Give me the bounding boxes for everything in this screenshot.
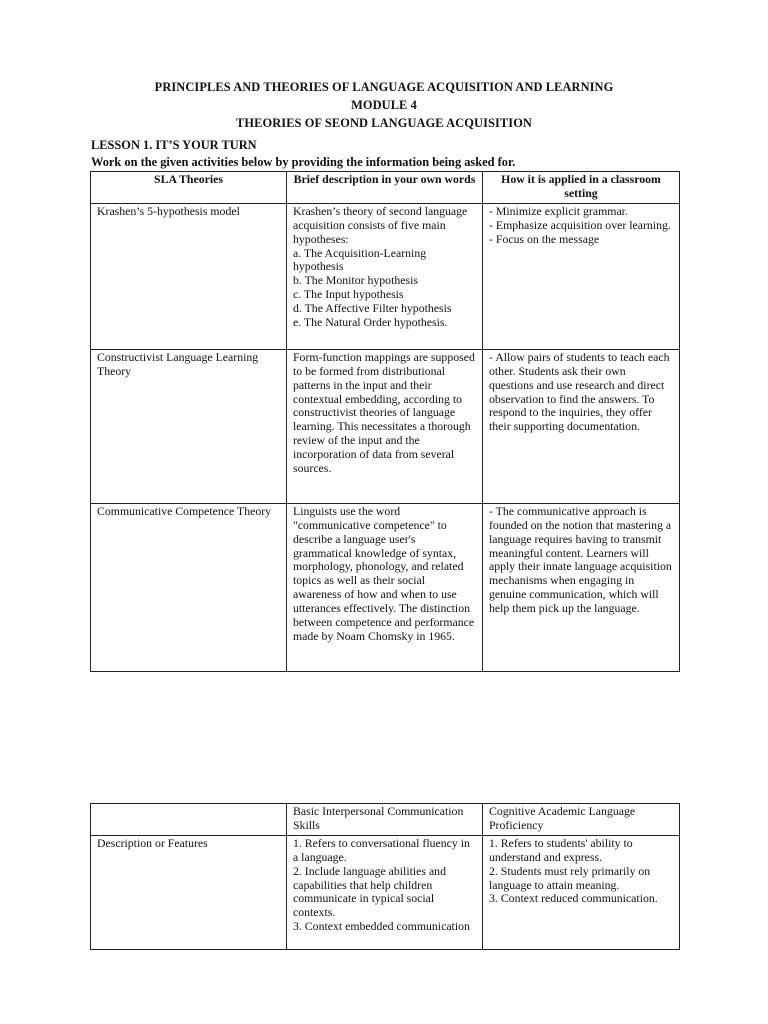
calp-line: 1. Refers to students' ability to understand and express.	[489, 835, 633, 864]
table-header-row	[91, 804, 680, 836]
description-line: c. The Input hypothesis	[293, 287, 404, 302]
theory-cell: Communicative Competence Theory	[91, 503, 287, 671]
description-cell	[287, 203, 483, 349]
description-line: Krashen’s theory of second language acquisition consists of five main hypotheses:	[293, 203, 468, 246]
header-subtitle: THEORIES OF SEOND LANGUAGE ACQUISITION	[236, 116, 532, 130]
calp-line: 2. Students must rely primarily on language to attain meaning.	[489, 863, 651, 892]
table-header-row	[91, 172, 680, 204]
table-row	[91, 203, 680, 349]
row-label: Description or Features	[91, 835, 287, 949]
application-line: - Emphasize acquisition over learning.	[489, 217, 671, 232]
header-title: PRINCIPLES AND THEORIES OF LANGUAGE ACQUISITION AND LEARNING	[154, 80, 614, 94]
bics-calp-table	[90, 803, 680, 950]
sla-theories-table	[90, 171, 680, 672]
calp-line: 3. Context reduced communication.	[489, 891, 658, 906]
column-header: Basic Interpersonal Communication Skills	[287, 804, 483, 836]
description-line: e. The Natural Order hypothesis.	[293, 315, 448, 330]
table-row	[91, 835, 680, 949]
application-cell: - Allow pairs of students to teach each other. Students ask their own questions and use research and direct observation to find the answers. To respond to the inquiries, they offer their supporting documentation.	[483, 349, 680, 503]
description-line: a. The Acquisition-Learning hypothesis	[293, 245, 427, 274]
header-module: MODULE 4	[351, 98, 417, 112]
description-cell: Linguists use the word "communicative competence" to describe a language user's grammatical knowledge of syntax, morphology, phonology, and related topics as well as their social awareness of how and when to use utterances effectively. The distinction between competence and performance made by Noam Chomsky in 1965.	[287, 503, 483, 671]
theory-cell: Krashen’s 5-hypothesis model	[91, 203, 287, 349]
document-header	[0, 78, 768, 132]
column-header: SLA Theories	[91, 172, 287, 204]
application-line: - Minimize explicit grammar.	[489, 203, 628, 218]
description-line: d. The Affective Filter hypothesis	[293, 301, 452, 316]
table-row	[91, 503, 680, 671]
application-cell: - The communicative approach is founded on the notion that mastering a language requires having to transmit meaningful content. Learners will apply their innate language acquisition mechanisms when engaging in genuine communication, which will help them pick up the language.	[483, 503, 680, 671]
bics-line: 3. Context embedded communication	[293, 919, 470, 934]
calp-cell	[483, 835, 680, 949]
application-line: - Focus on the message	[489, 231, 600, 246]
description-cell: Form-function mappings are supposed to be formed from distributional patterns in the input and their contextual embedding, according to constructivist theories of language learning. This necessitates a thorough review of the input and the incorporation of data from several sources.	[287, 349, 483, 503]
bics-line: 2. Include language abilities and capabilities that help children communicate in typical social contexts.	[293, 863, 446, 920]
column-header: How it is applied in a classroom setting	[483, 172, 680, 204]
description-line: b. The Monitor hypothesis	[293, 273, 418, 288]
lesson-title: LESSON 1. IT’S YOUR TURN	[91, 138, 257, 152]
table-row	[91, 349, 680, 503]
column-header	[91, 804, 287, 836]
theory-cell: Constructivist Language Learning Theory	[91, 349, 287, 503]
application-cell	[483, 203, 680, 349]
column-header: Cognitive Academic Language Proficiency	[483, 804, 680, 836]
column-header: Brief description in your own words	[287, 172, 483, 204]
bics-cell	[287, 835, 483, 949]
bics-line: 1. Refers to conversational fluency in a language.	[293, 835, 470, 864]
instruction-text: Work on the given activities below by providing the information being asked for.	[91, 155, 516, 169]
